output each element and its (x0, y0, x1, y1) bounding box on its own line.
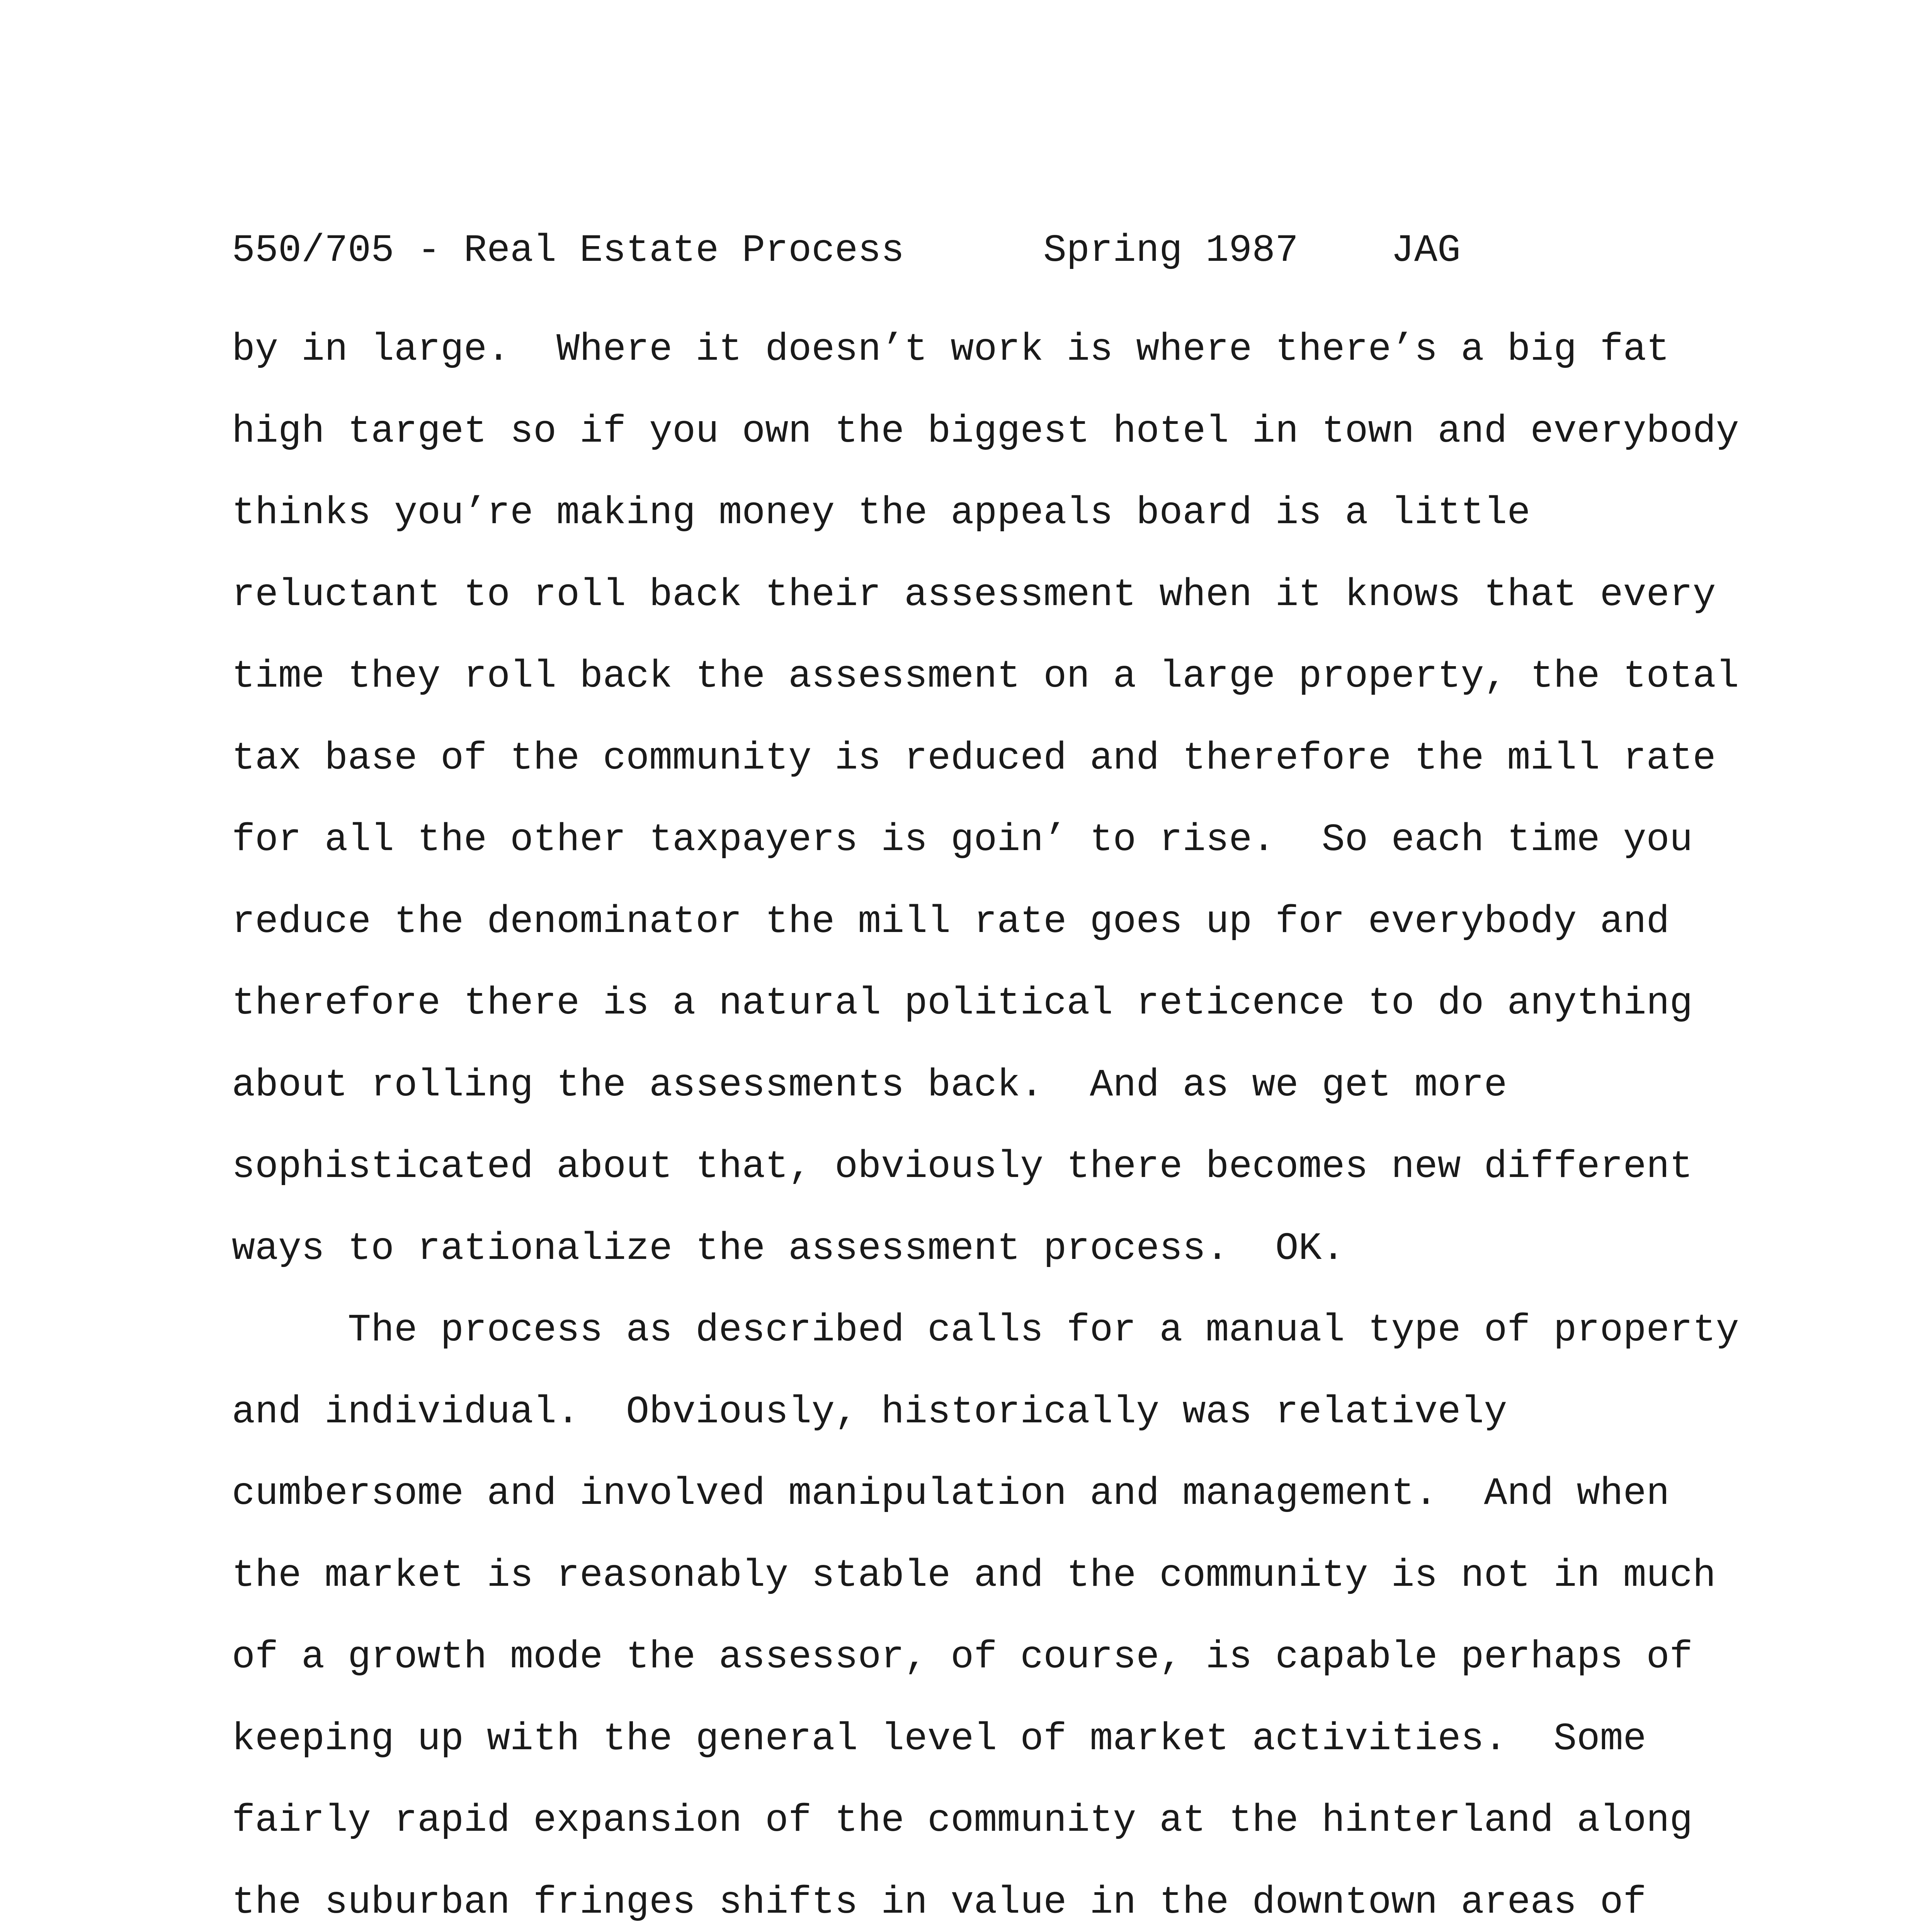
text-line: by in large. Where it doesn’t work is where there’s a big fat (232, 328, 1670, 372)
text-line: about rolling the assessments back. And as we get more (232, 1063, 1507, 1107)
paragraph-start-line: The process as described calls for a manual type of property (348, 1309, 1739, 1352)
text-line: reduce the denominator the mill rate goes up for everybody and (232, 900, 1670, 944)
author-initials: JAG (1391, 229, 1461, 273)
text-line: the suburban fringes shifts in value in the downtown areas of (232, 1881, 1646, 1925)
text-line: time they roll back the assessment on a large property, the total (232, 655, 1739, 699)
text-line: high target so if you own the biggest hotel in town and everybody (232, 410, 1739, 454)
text-line: for all the other taxpayers is goin’ to rise. So each time you (232, 818, 1693, 862)
text-line: tax base of the community is reduced and therefore the mill rate (232, 736, 1716, 781)
text-line: of a growth mode the assessor, of course, is capable perhaps of (232, 1636, 1693, 1679)
text-line: keeping up with the general level of market activities. Some (232, 1717, 1646, 1761)
text-line: reluctant to roll back their assessment when it knows that every (232, 573, 1716, 617)
text-line: the market is reasonably stable and the community is not in much (232, 1554, 1716, 1598)
course-title: 550/705 - Real Estate Process (232, 229, 905, 273)
text-line: and individual. Obviously, historically was relatively (232, 1390, 1507, 1434)
text-line: therefore there is a natural political reticence to do anything (232, 982, 1693, 1026)
transcript-body (232, 309, 1777, 1932)
term-label: Spring 1987 (1043, 229, 1299, 273)
page-header (232, 228, 1461, 274)
text-line: fairly rapid expansion of the community at the hinterland along (232, 1799, 1693, 1843)
text-line: cumbersome and involved manipulation and management. And when (232, 1472, 1670, 1516)
text-line: ways to rationalize the assessment process. OK. (232, 1227, 1345, 1271)
text-line: thinks you’re making money the appeals board is a little (232, 492, 1531, 535)
text-line: sophisticated about that, obviously there becomes new different (232, 1145, 1693, 1189)
